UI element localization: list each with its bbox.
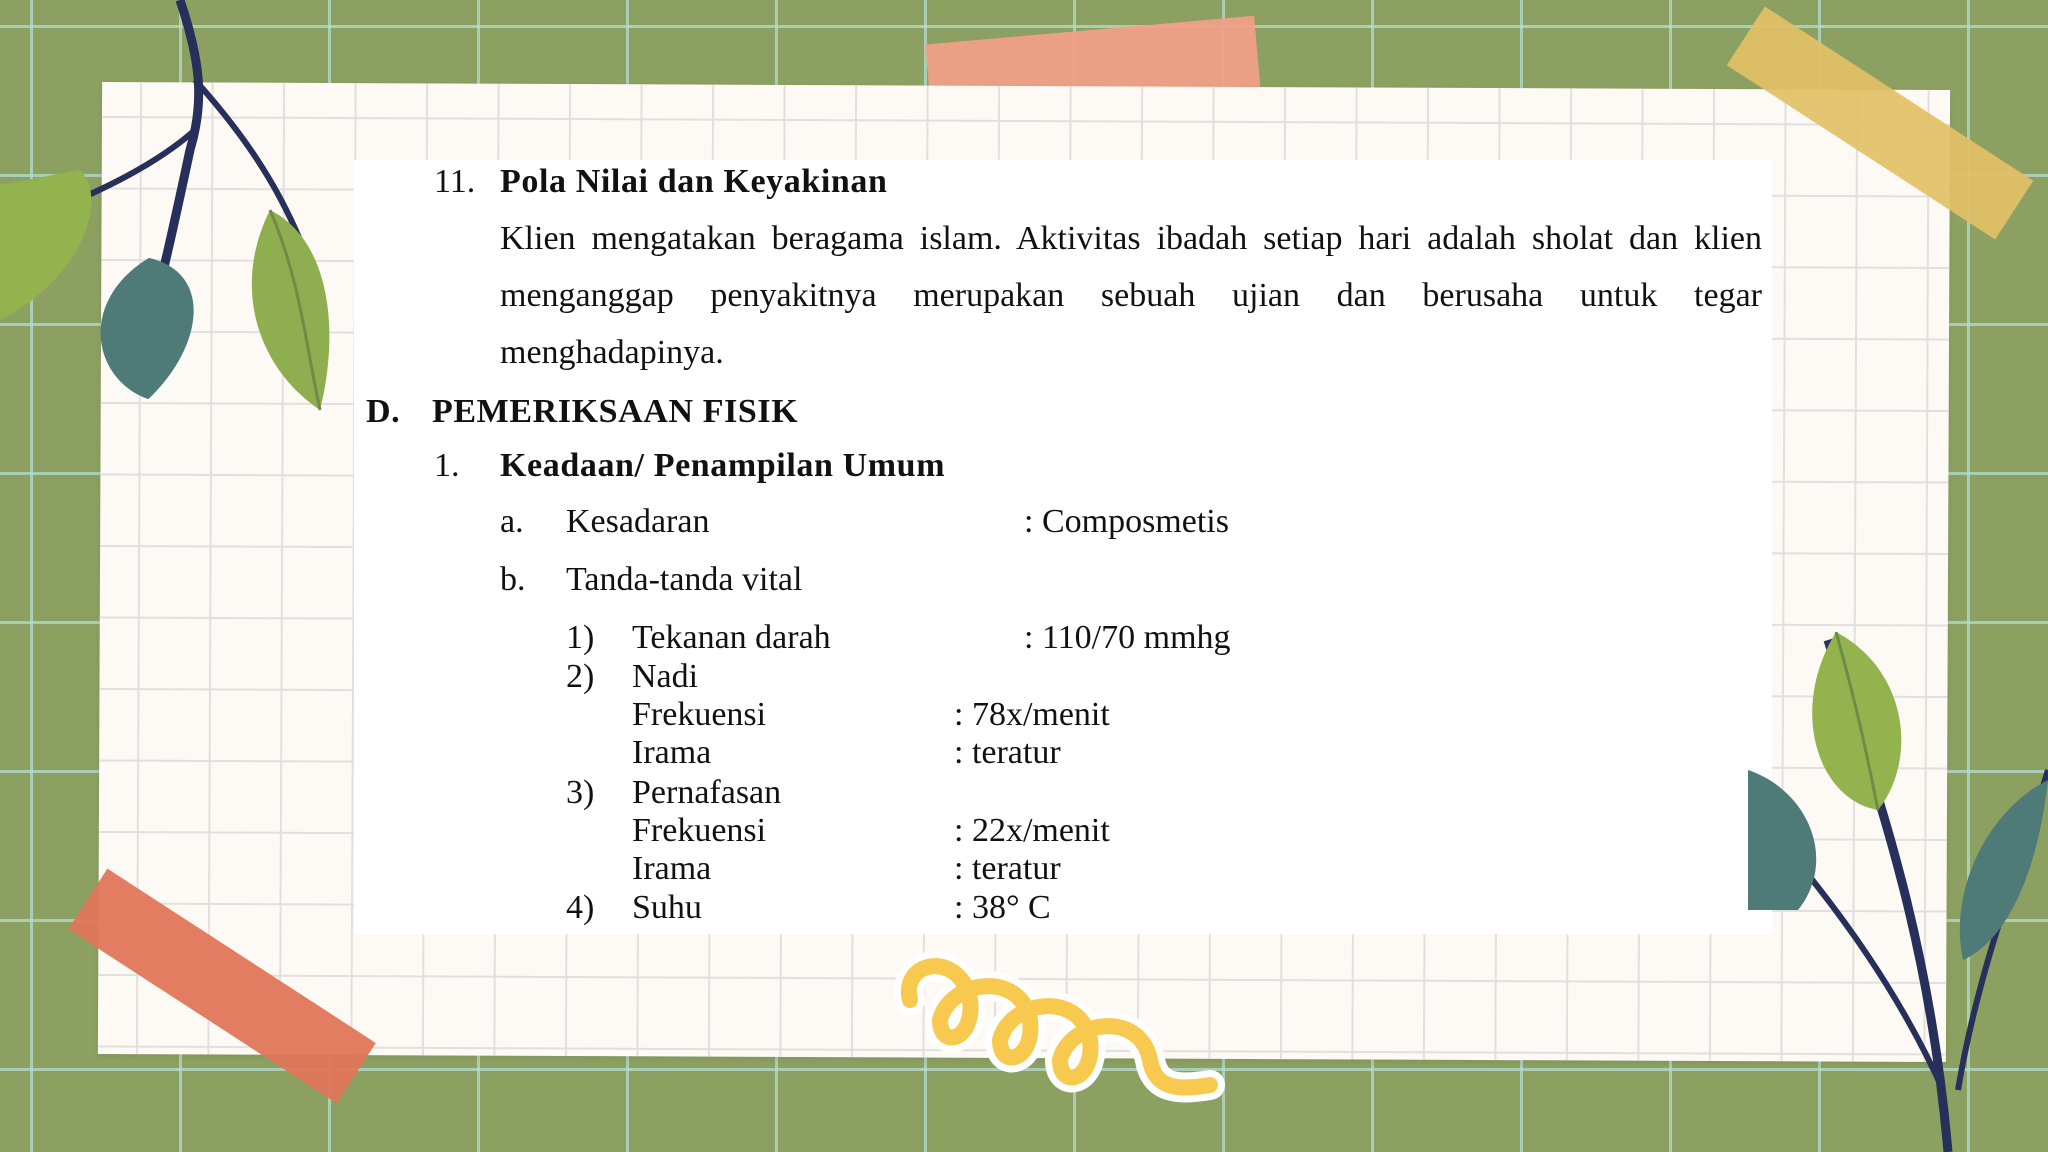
section-d-letter: D.	[366, 393, 401, 430]
vital-2-label: Nadi	[632, 658, 699, 695]
item-11-title: Pola Nilai dan Keyakinan	[500, 163, 888, 200]
document-excerpt	[354, 160, 1772, 934]
leaf-branch-top-left-icon	[0, 0, 360, 430]
item-a-value: : Composmetis	[1024, 503, 1229, 540]
vital-3-rhythm-label: Irama	[632, 850, 712, 887]
vital-3-freq-label: Frekuensi	[632, 812, 767, 849]
vital-3-number: 3)	[566, 774, 595, 811]
item-11-number: 11.	[434, 163, 476, 200]
vital-2-freq-value: : 78x/menit	[954, 696, 1110, 733]
item-1-title: Keadaan/ Penampilan Umum	[500, 447, 946, 484]
item-11-paragraph: Klien mengatakan beragama islam. Aktivitas ibadah setiap hari adalah sholat dan klien menganggap penyakitnya merupakan sebuah ujian dan berusaha untuk tegar menghadapinya.	[500, 220, 1762, 371]
section-d-title: PEMERIKSAAN FISIK	[432, 393, 799, 430]
vital-3-label: Pernafasan	[632, 774, 782, 811]
vital-2-rhythm-label: Irama	[632, 734, 712, 771]
vital-2-rhythm-value: : teratur	[954, 734, 1061, 771]
leaf-branch-bottom-right-icon	[1748, 620, 2048, 1152]
squiggle-sticker-icon	[880, 940, 1240, 1110]
vital-1-label: Tekanan darah	[632, 619, 831, 656]
item-a-letter: a.	[500, 503, 524, 540]
vital-2-freq-label: Frekuensi	[632, 696, 767, 733]
vital-3-rhythm-value: : teratur	[954, 850, 1061, 887]
vital-3-freq-value: : 22x/menit	[954, 812, 1110, 849]
vital-2-number: 2)	[566, 658, 595, 695]
vital-1-value: : 110/70 mmhg	[1024, 619, 1231, 656]
item-b-label: Tanda-tanda vital	[566, 561, 803, 598]
item-b-letter: b.	[500, 561, 526, 598]
vital-4-number: 4)	[566, 889, 595, 926]
item-a-label: Kesadaran	[566, 503, 710, 540]
vital-4-label: Suhu	[632, 889, 702, 926]
item-1-number: 1.	[434, 447, 460, 484]
vital-4-value: : 38° C	[954, 889, 1051, 926]
vital-1-number: 1)	[566, 619, 595, 656]
